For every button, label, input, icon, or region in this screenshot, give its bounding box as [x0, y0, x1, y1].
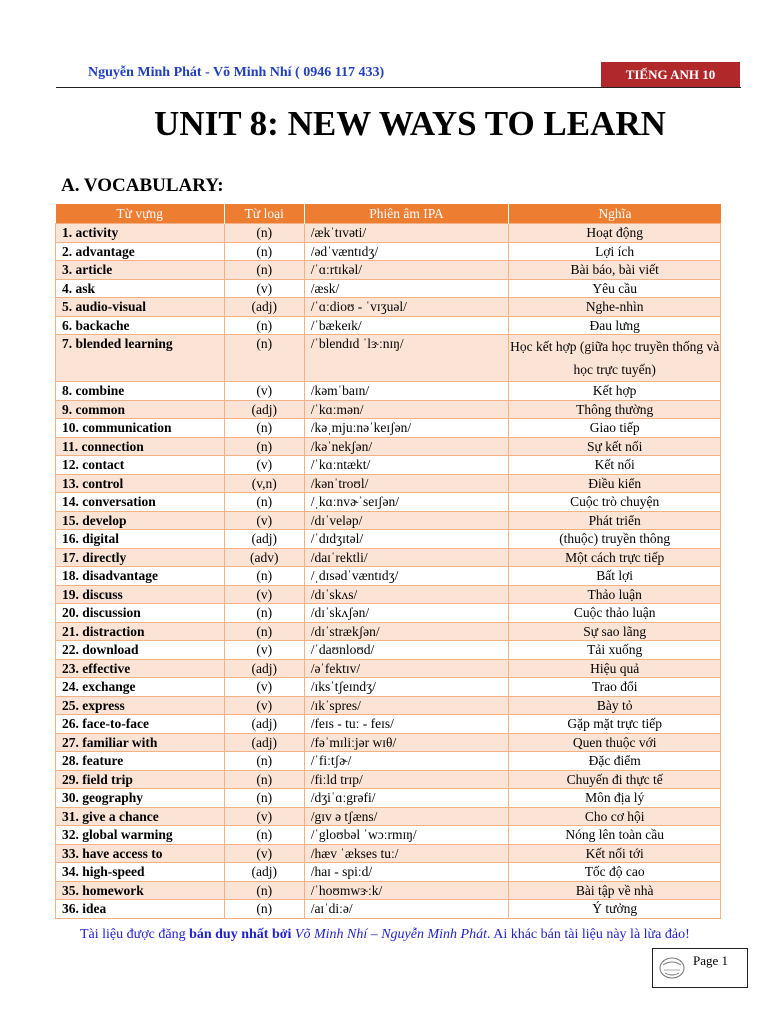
cell-word: 36. idea [56, 900, 225, 919]
cell-ipa: /ˌdɪsədˈvæntɪdʒ/ [304, 567, 509, 586]
cell-ipa: /ˈfiːtʃɚ/ [304, 752, 509, 771]
cell-ipa: /ækˈtɪvəti/ [304, 224, 509, 243]
cell-pos: (adj) [224, 733, 304, 752]
page-title: UNIT 8: NEW WAYS TO LEARN [154, 104, 666, 143]
table-row [56, 863, 721, 882]
cell-ipa: /ˈdɪdʒɪtəl/ [304, 530, 509, 549]
cell-word: 4. ask [56, 279, 225, 298]
cell-pos: (adj) [224, 400, 304, 419]
cell-word: 34. high-speed [56, 863, 225, 882]
cell-pos: (n) [224, 437, 304, 456]
table-row [56, 298, 721, 317]
cell-ipa: /ˈblendɪd ˈlɝːnɪŋ/ [304, 335, 509, 382]
cell-meaning: Yêu cầu [509, 279, 721, 298]
table-row [56, 261, 721, 280]
table-row [56, 622, 721, 641]
cell-ipa: /feɪs - tuː - feɪs/ [304, 715, 509, 734]
table-row [56, 242, 721, 261]
cell-pos: (n) [224, 622, 304, 641]
column-header-word: Từ vựng [56, 204, 225, 224]
cell-word: 14. conversation [56, 493, 225, 512]
cell-meaning: Kết nối tới [509, 844, 721, 863]
cell-meaning: Kết hợp [509, 382, 721, 401]
cell-meaning: Học kết hợp (giữa học truyền thống và học trực tuyến) [509, 335, 721, 382]
table-row [56, 548, 721, 567]
cell-ipa: /haɪ - spiːd/ [304, 863, 509, 882]
cell-word: 21. distraction [56, 622, 225, 641]
cell-word: 6. backache [56, 316, 225, 335]
header-divider [56, 87, 741, 88]
cell-pos: (n) [224, 335, 304, 382]
cell-ipa: /hæv ˈækses tuː/ [304, 844, 509, 863]
table-row [56, 511, 721, 530]
page-number: Page 1 [693, 953, 729, 968]
table-header-row [56, 204, 721, 224]
cell-word: 25. express [56, 696, 225, 715]
cell-meaning: Tốc độ cao [509, 863, 721, 882]
table-row [56, 678, 721, 697]
table-row [56, 419, 721, 438]
cell-word: 13. control [56, 474, 225, 493]
cell-ipa: /aɪˈdiːə/ [304, 900, 509, 919]
cell-meaning: Đặc điểm [509, 752, 721, 771]
cell-ipa: /daɪˈrektli/ [304, 548, 509, 567]
table-row [56, 696, 721, 715]
cell-pos: (adj) [224, 530, 304, 549]
cell-pos: (n) [224, 224, 304, 243]
cell-ipa: /ɪksˈtʃeɪndʒ/ [304, 678, 509, 697]
cell-meaning: Hoạt động [509, 224, 721, 243]
cell-meaning: Hiệu quả [509, 659, 721, 678]
cell-ipa: /ˈdaʊnloʊd/ [304, 641, 509, 660]
cell-meaning: Tải xuống [509, 641, 721, 660]
cell-pos: (adj) [224, 659, 304, 678]
table-row [56, 604, 721, 623]
cell-pos: (n) [224, 770, 304, 789]
table-row [56, 807, 721, 826]
cell-ipa: /dɪˈstrækʃən/ [304, 622, 509, 641]
cell-meaning: Cuộc trò chuyện [509, 493, 721, 512]
vocabulary-table [55, 204, 721, 919]
cell-pos: (v) [224, 382, 304, 401]
cell-pos: (n) [224, 242, 304, 261]
table-row [56, 752, 721, 771]
cell-meaning: Cuộc thảo luận [509, 604, 721, 623]
cell-meaning: Quen thuộc với [509, 733, 721, 752]
cell-pos: (n) [224, 900, 304, 919]
table-row [56, 881, 721, 900]
cell-word: 27. familiar with [56, 733, 225, 752]
cell-ipa: /fiːld trɪp/ [304, 770, 509, 789]
cell-meaning: Nghe-nhìn [509, 298, 721, 317]
cell-meaning: Điều kiển [509, 474, 721, 493]
table-row [56, 567, 721, 586]
cell-word: 31. give a chance [56, 807, 225, 826]
cell-pos: (v) [224, 807, 304, 826]
cell-pos: (adv) [224, 548, 304, 567]
cell-ipa: /ˈɑːrtɪkəl/ [304, 261, 509, 280]
column-header-pos: Từ loại [224, 204, 304, 224]
cell-word: 2. advantage [56, 242, 225, 261]
column-header-meaning: Nghĩa [509, 204, 721, 224]
cell-pos: (n) [224, 493, 304, 512]
cell-ipa: /kəˌmjuːnəˈkeɪʃən/ [304, 419, 509, 438]
cell-ipa: /ˈkɑːmən/ [304, 400, 509, 419]
table-row [56, 733, 721, 752]
table-row [56, 474, 721, 493]
cell-meaning: Trao đổi [509, 678, 721, 697]
cell-ipa: /ədˈvæntɪdʒ/ [304, 242, 509, 261]
table-row [56, 770, 721, 789]
cell-word: 1. activity [56, 224, 225, 243]
table-row [56, 585, 721, 604]
cell-ipa: /ˈgloʊbəl ˈwɔːrmɪŋ/ [304, 826, 509, 845]
cell-word: 18. disadvantage [56, 567, 225, 586]
cell-word: 15. develop [56, 511, 225, 530]
cell-ipa: /dʒiˈɑːgrəfi/ [304, 789, 509, 808]
cell-meaning: Kết nối [509, 456, 721, 475]
cell-pos: (adj) [224, 298, 304, 317]
cell-meaning: Bài báo, bài viết [509, 261, 721, 280]
table-row [56, 382, 721, 401]
cell-pos: (n) [224, 881, 304, 900]
cell-pos: (n) [224, 316, 304, 335]
section-heading: A. VOCABULARY: [61, 175, 224, 196]
table-row [56, 437, 721, 456]
cell-ipa: /əˈfektɪv/ [304, 659, 509, 678]
cell-ipa: /ˌkɑːnvɚˈseɪʃən/ [304, 493, 509, 512]
cell-meaning: Bài tập về nhà [509, 881, 721, 900]
footer-note-bold: bán duy nhất bởi [189, 927, 292, 942]
cell-pos: (v) [224, 641, 304, 660]
table-row [56, 530, 721, 549]
cell-ipa: /ˈhoʊmwɝːk/ [304, 881, 509, 900]
cell-word: 19. discuss [56, 585, 225, 604]
cell-meaning: (thuộc) truyền thông [509, 530, 721, 549]
cell-pos: (adj) [224, 863, 304, 882]
cell-word: 12. contact [56, 456, 225, 475]
cell-meaning: Sự kết nối [509, 437, 721, 456]
cell-pos: (n) [224, 752, 304, 771]
cell-meaning: Bất lợi [509, 567, 721, 586]
cell-ipa: /ˈbækeɪk/ [304, 316, 509, 335]
cell-meaning: Chuyến đi thực tế [509, 770, 721, 789]
cell-pos: (v) [224, 844, 304, 863]
cell-meaning: Môn địa lý [509, 789, 721, 808]
cell-ipa: /æsk/ [304, 279, 509, 298]
table-row [56, 456, 721, 475]
cell-word: 3. article [56, 261, 225, 280]
cell-pos: (v) [224, 279, 304, 298]
cell-ipa: /ˈkɑːntækt/ [304, 456, 509, 475]
cell-meaning: Cho cơ hội [509, 807, 721, 826]
cell-ipa: /gɪv ə tʃæns/ [304, 807, 509, 826]
cell-word: 24. exchange [56, 678, 225, 697]
cell-meaning: Giao tiếp [509, 419, 721, 438]
cell-ipa: /kənˈtroʊl/ [304, 474, 509, 493]
cell-meaning: Thông thường [509, 400, 721, 419]
cell-word: 35. homework [56, 881, 225, 900]
cell-pos: (n) [224, 419, 304, 438]
cell-word: 9. common [56, 400, 225, 419]
cell-pos: (n) [224, 567, 304, 586]
page-number-box [652, 948, 748, 988]
cell-meaning: Ý tưởng [509, 900, 721, 919]
cell-word: 29. field trip [56, 770, 225, 789]
cell-meaning: Nóng lên toàn cầu [509, 826, 721, 845]
table-row [56, 279, 721, 298]
cell-word: 32. global warming [56, 826, 225, 845]
table-row [56, 789, 721, 808]
table-row [56, 641, 721, 660]
cell-word: 11. connection [56, 437, 225, 456]
cell-ipa: /kəmˈbaɪn/ [304, 382, 509, 401]
cell-pos: (n) [224, 604, 304, 623]
cell-word: 8. combine [56, 382, 225, 401]
cell-word: 23. effective [56, 659, 225, 678]
cell-word: 30. geography [56, 789, 225, 808]
cell-meaning: Lợi ích [509, 242, 721, 261]
column-header-ipa: Phiên âm IPA [304, 204, 509, 224]
cell-meaning: Đau lưng [509, 316, 721, 335]
cell-word: 16. digital [56, 530, 225, 549]
table-row [56, 715, 721, 734]
cell-pos: (n) [224, 261, 304, 280]
table-row [56, 826, 721, 845]
header-authors: Nguyễn Minh Phát - Võ Minh Nhí ( 0946 117 433) [88, 65, 385, 80]
cell-ipa: /fəˈmɪliːjər wɪθ/ [304, 733, 509, 752]
cell-pos: (n) [224, 789, 304, 808]
cell-ipa: /dɪˈskʌs/ [304, 585, 509, 604]
table-row [56, 400, 721, 419]
cell-pos: (n) [224, 826, 304, 845]
cell-ipa: /dɪˈveləp/ [304, 511, 509, 530]
cell-word: 5. audio-visual [56, 298, 225, 317]
cell-word: 33. have access to [56, 844, 225, 863]
cell-pos: (adj) [224, 715, 304, 734]
cell-pos: (v) [224, 678, 304, 697]
table-row [56, 224, 721, 243]
cell-word: 10. communication [56, 419, 225, 438]
cell-meaning: Sự sao lãng [509, 622, 721, 641]
table-row [56, 335, 721, 382]
footer-note-authors: Võ Minh Nhí – Nguyễn Minh Phát [291, 927, 487, 942]
table-row [56, 316, 721, 335]
subject-badge: TIẾNG ANH 10 [601, 62, 740, 87]
cell-word: 7. blended learning [56, 335, 225, 382]
cell-pos: (v,n) [224, 474, 304, 493]
publisher-logo-icon [658, 955, 686, 981]
cell-ipa: /ɪkˈspres/ [304, 696, 509, 715]
table-row [56, 844, 721, 863]
cell-meaning: Gặp mặt trực tiếp [509, 715, 721, 734]
table-row [56, 493, 721, 512]
footer-note-warning: . Ai khác bán tài liệu này là lừa đảo! [486, 927, 690, 942]
footer-note-part: Tài liệu được đăng [80, 927, 190, 942]
table-row [56, 900, 721, 919]
cell-pos: (v) [224, 456, 304, 475]
cell-ipa: /kəˈnekʃən/ [304, 437, 509, 456]
cell-word: 20. discussion [56, 604, 225, 623]
cell-meaning: Bày tỏ [509, 696, 721, 715]
cell-meaning: Thảo luận [509, 585, 721, 604]
cell-word: 17. directly [56, 548, 225, 567]
cell-ipa: /ˈɑːdioʊ - ˈvɪʒuəl/ [304, 298, 509, 317]
cell-word: 26. face-to-face [56, 715, 225, 734]
table-row [56, 659, 721, 678]
cell-meaning: Phát triển [509, 511, 721, 530]
cell-word: 22. download [56, 641, 225, 660]
cell-ipa: /dɪˈskʌʃən/ [304, 604, 509, 623]
cell-pos: (v) [224, 511, 304, 530]
cell-pos: (v) [224, 696, 304, 715]
cell-pos: (v) [224, 585, 304, 604]
cell-meaning: Một cách trực tiếp [509, 548, 721, 567]
cell-word: 28. feature [56, 752, 225, 771]
footer-note [80, 927, 690, 943]
